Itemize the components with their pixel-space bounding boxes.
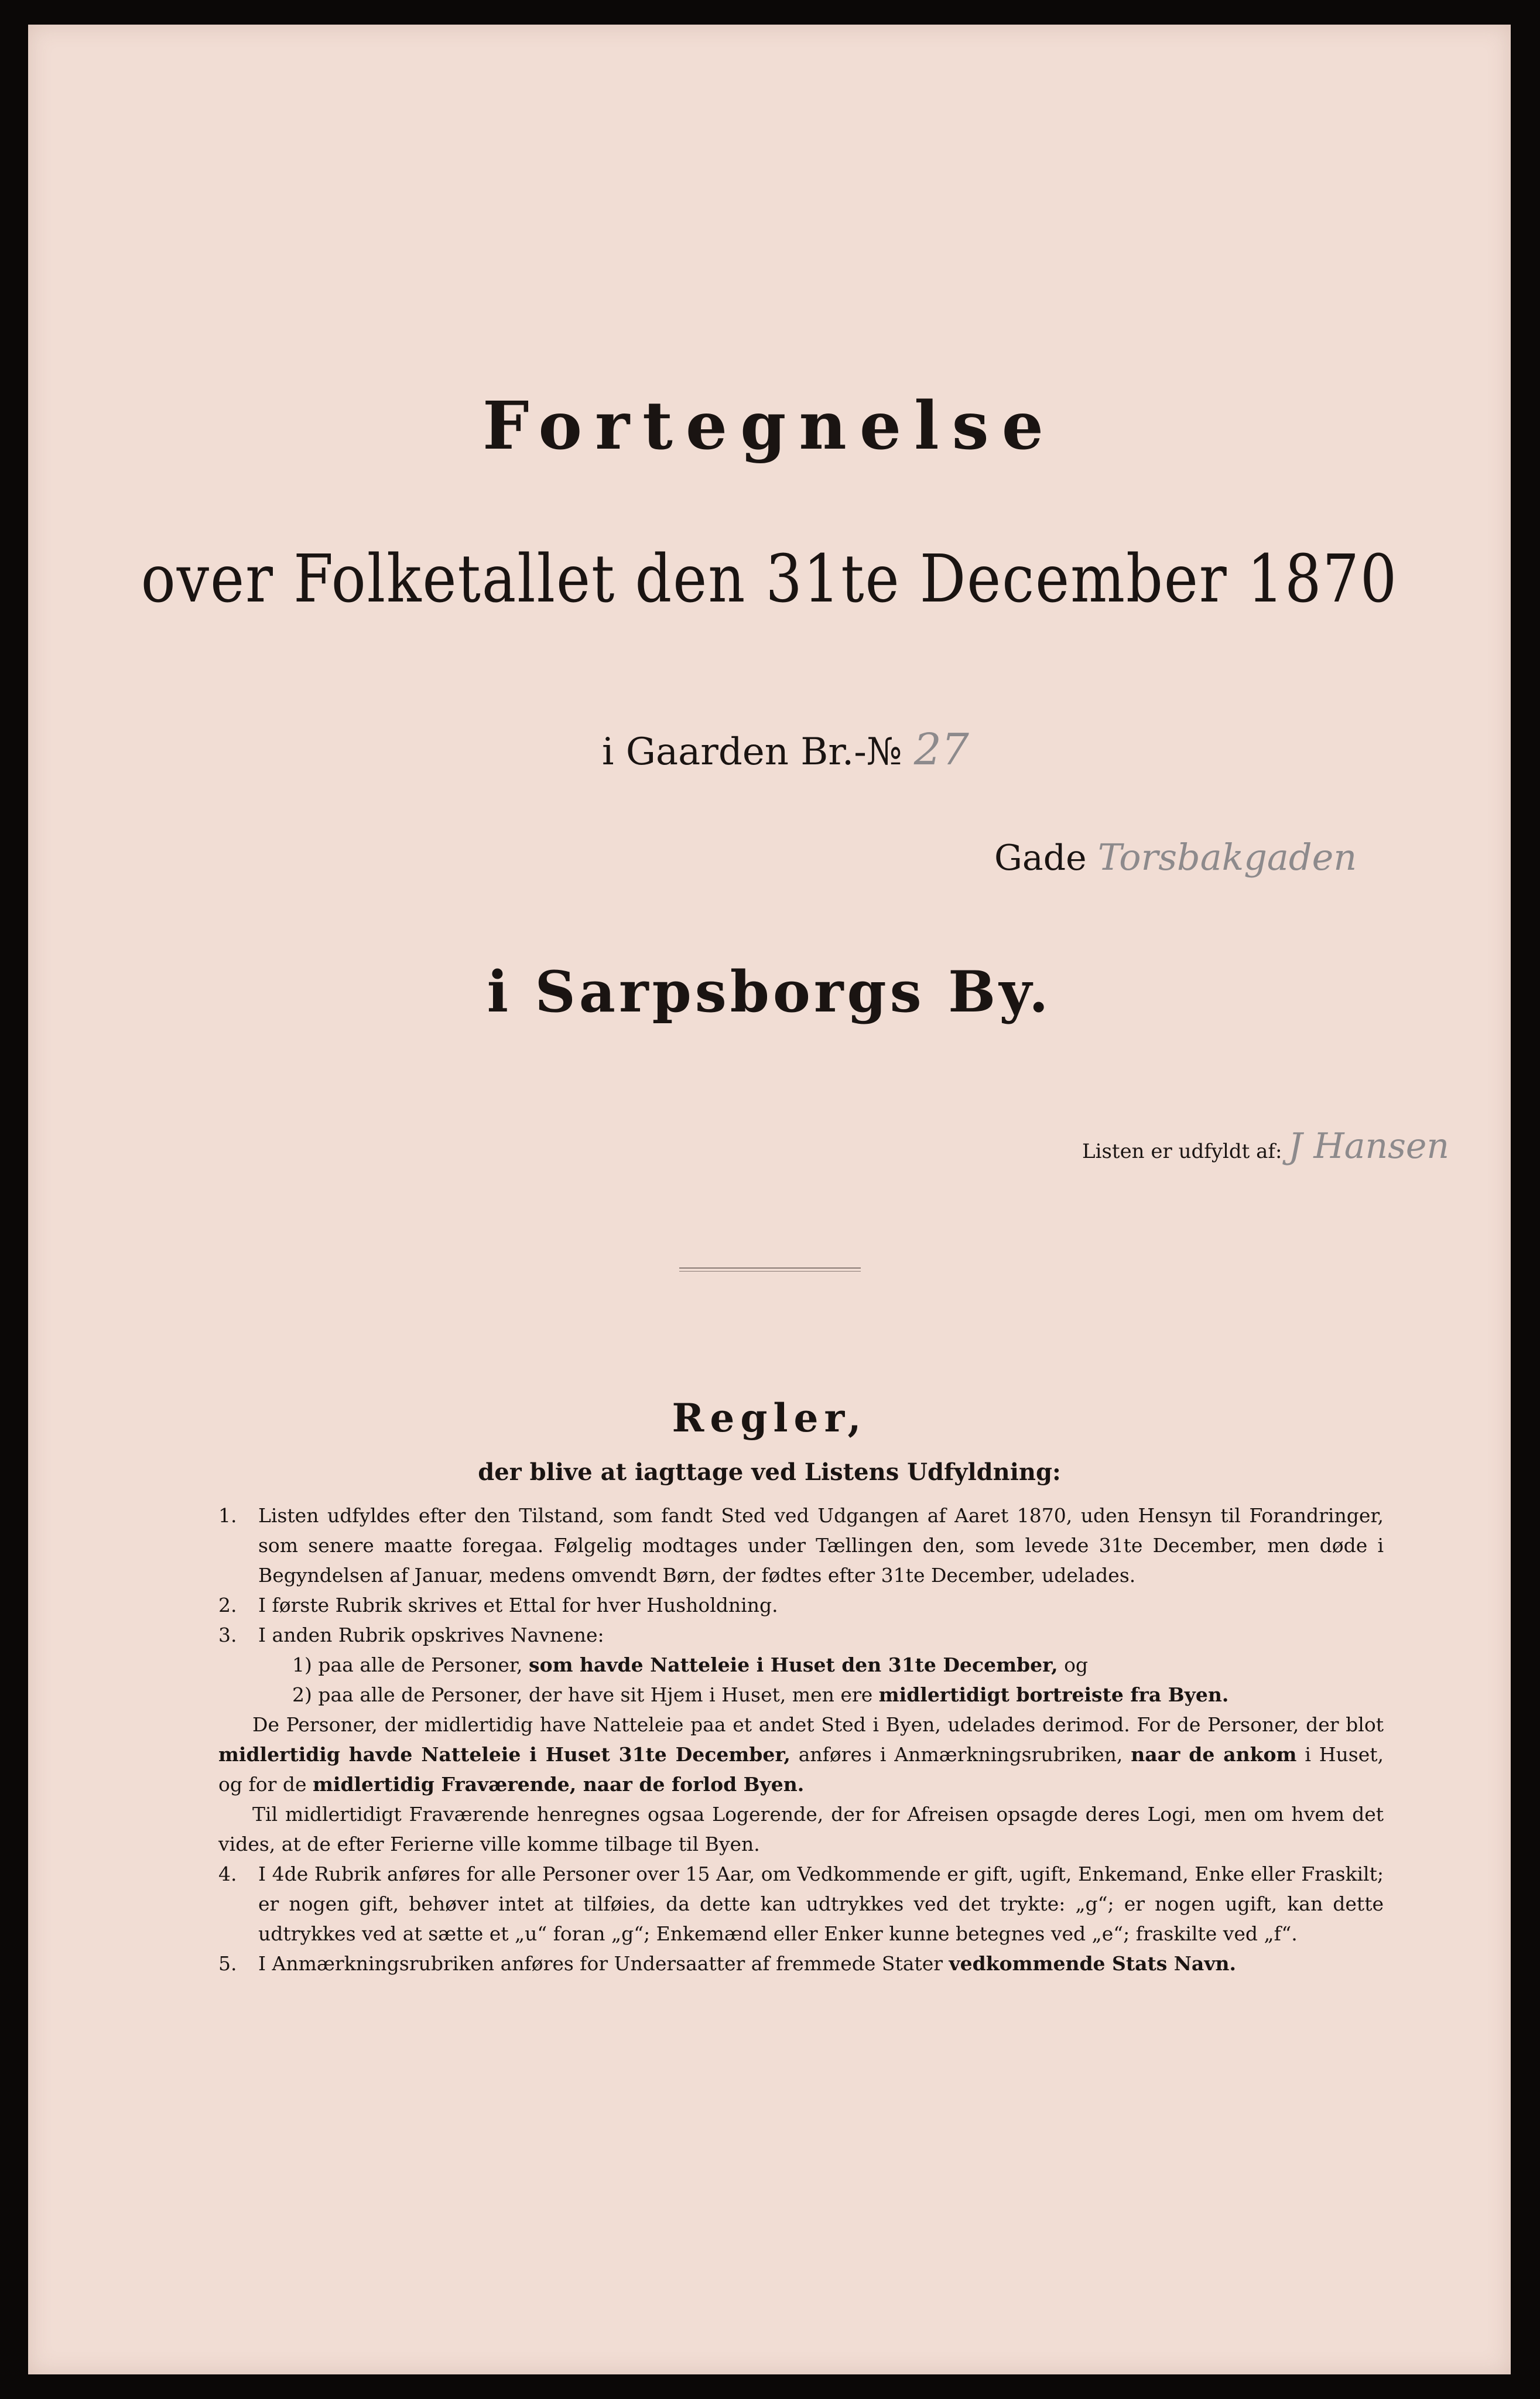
liste-label: Listen er udfyldt af: [1082, 1140, 1282, 1163]
para-text: De Personer, der midlertidig have Natteleie paa et andet Sted i Byen, udelades derimod. For de Personer, der blot [252, 1713, 1384, 1736]
rule-number: 2. [218, 1594, 237, 1617]
sub-text: 2) paa alle de Personer, der have sit Hjem i Huset, men ere [292, 1683, 879, 1706]
rules-list [218, 1501, 1384, 1978]
sub-text-bold: midlertidigt bortreiste fra Byen. [878, 1683, 1229, 1706]
rule-number: 5. [218, 1952, 237, 1975]
gaard-label: i Gaarden Br.-№ [602, 730, 902, 774]
sub-text: og [1058, 1653, 1089, 1676]
form-subtitle: over Folketallet den 31te December 1870 [141, 541, 1398, 618]
city-line: i Sarpsborgs By. [487, 959, 1052, 1025]
liste-line [1082, 1126, 1449, 1167]
rule-text: I første Rubrik skrives et Ettal for hver Husholdning. [258, 1594, 778, 1617]
form-title: Fortegnelse [482, 388, 1056, 464]
para-text: i Huset, og for de [218, 1743, 1384, 1796]
gade-value: Torsbakgaden [1097, 836, 1357, 879]
para-text-bold: midlertidig havde Natteleie i Huset 31te December, [218, 1743, 790, 1766]
rule-number: 3. [218, 1624, 237, 1646]
divider [679, 1267, 861, 1272]
rule-3-sub-2 [258, 1680, 1384, 1710]
rule-3-paragraph-1 [218, 1710, 1384, 1799]
rule-text: I anden Rubrik opskrives Navnene: [258, 1624, 604, 1646]
para-text: anføres i Anmærkningsrubriken, [790, 1743, 1131, 1766]
gaard-line [602, 725, 969, 775]
para-text-bold: naar de ankom [1131, 1743, 1297, 1766]
rule-number: 4. [218, 1863, 237, 1885]
gade-line [994, 836, 1357, 879]
rule-text: Listen udfyldes efter den Tilstand, som fandt Sted ved Udgangen af Aaret 1870, uden Hensyn til Forandringer, som senere maatte foregaa. Følgelig modtages under Tællingen den, som levede 31te December, men døde i Begyndelsen af Januar, medens omvendt Børn, der fødtes efter 31te December, udelades. [258, 1504, 1384, 1587]
rule-5 [218, 1949, 1384, 1978]
gade-label: Gade [994, 838, 1087, 879]
rule-1 [218, 1501, 1384, 1590]
census-form-page [28, 25, 1511, 2374]
rule-number: 1. [218, 1504, 237, 1527]
liste-value: J Hansen [1288, 1126, 1450, 1167]
regler-title: Regler, [672, 1395, 867, 1441]
gaard-number: 27 [913, 725, 969, 775]
regler-subtitle: der blive at iagttage ved Listens Udfyldning: [478, 1458, 1061, 1486]
rule-2 [218, 1590, 1384, 1620]
sub-text-bold: som havde Natteleie i Huset den 31te December, [529, 1653, 1058, 1676]
para-text-bold: midlertidig Fraværende, naar de forlod Byen. [312, 1773, 805, 1796]
rule-text-bold: vedkommende Stats Navn. [949, 1952, 1236, 1975]
rule-text: I 4de Rubrik anføres for alle Personer over 15 Aar, om Vedkommende er gift, ugift, Enkemand, Enke eller Fraskilt; er nogen gift, behøver intet at tilføies, da dette kan udtrykkes ved det trykte: „g“; er nogen ugift, kan dette udtrykkes ved at sætte et „u“ foran „g“; Enkemænd eller Enker kunne betegnes ved „e“; fraskilte ved „f“. [258, 1863, 1384, 1945]
sub-text: 1) paa alle de Personer, [292, 1653, 529, 1676]
rule-3-sub-1 [258, 1650, 1384, 1680]
rule-4 [218, 1859, 1384, 1949]
rule-text: I Anmærkningsrubriken anføres for Undersaatter af fremmede Stater [258, 1952, 949, 1975]
rule-3 [218, 1620, 1384, 1710]
rule-3-paragraph-2: Til midlertidigt Fraværende henregnes ogsaa Logerende, der for Afreisen opsagde deres Logi, men om hvem det vides, at de efter Ferierne ville komme tilbage til Byen. [218, 1803, 1384, 1855]
